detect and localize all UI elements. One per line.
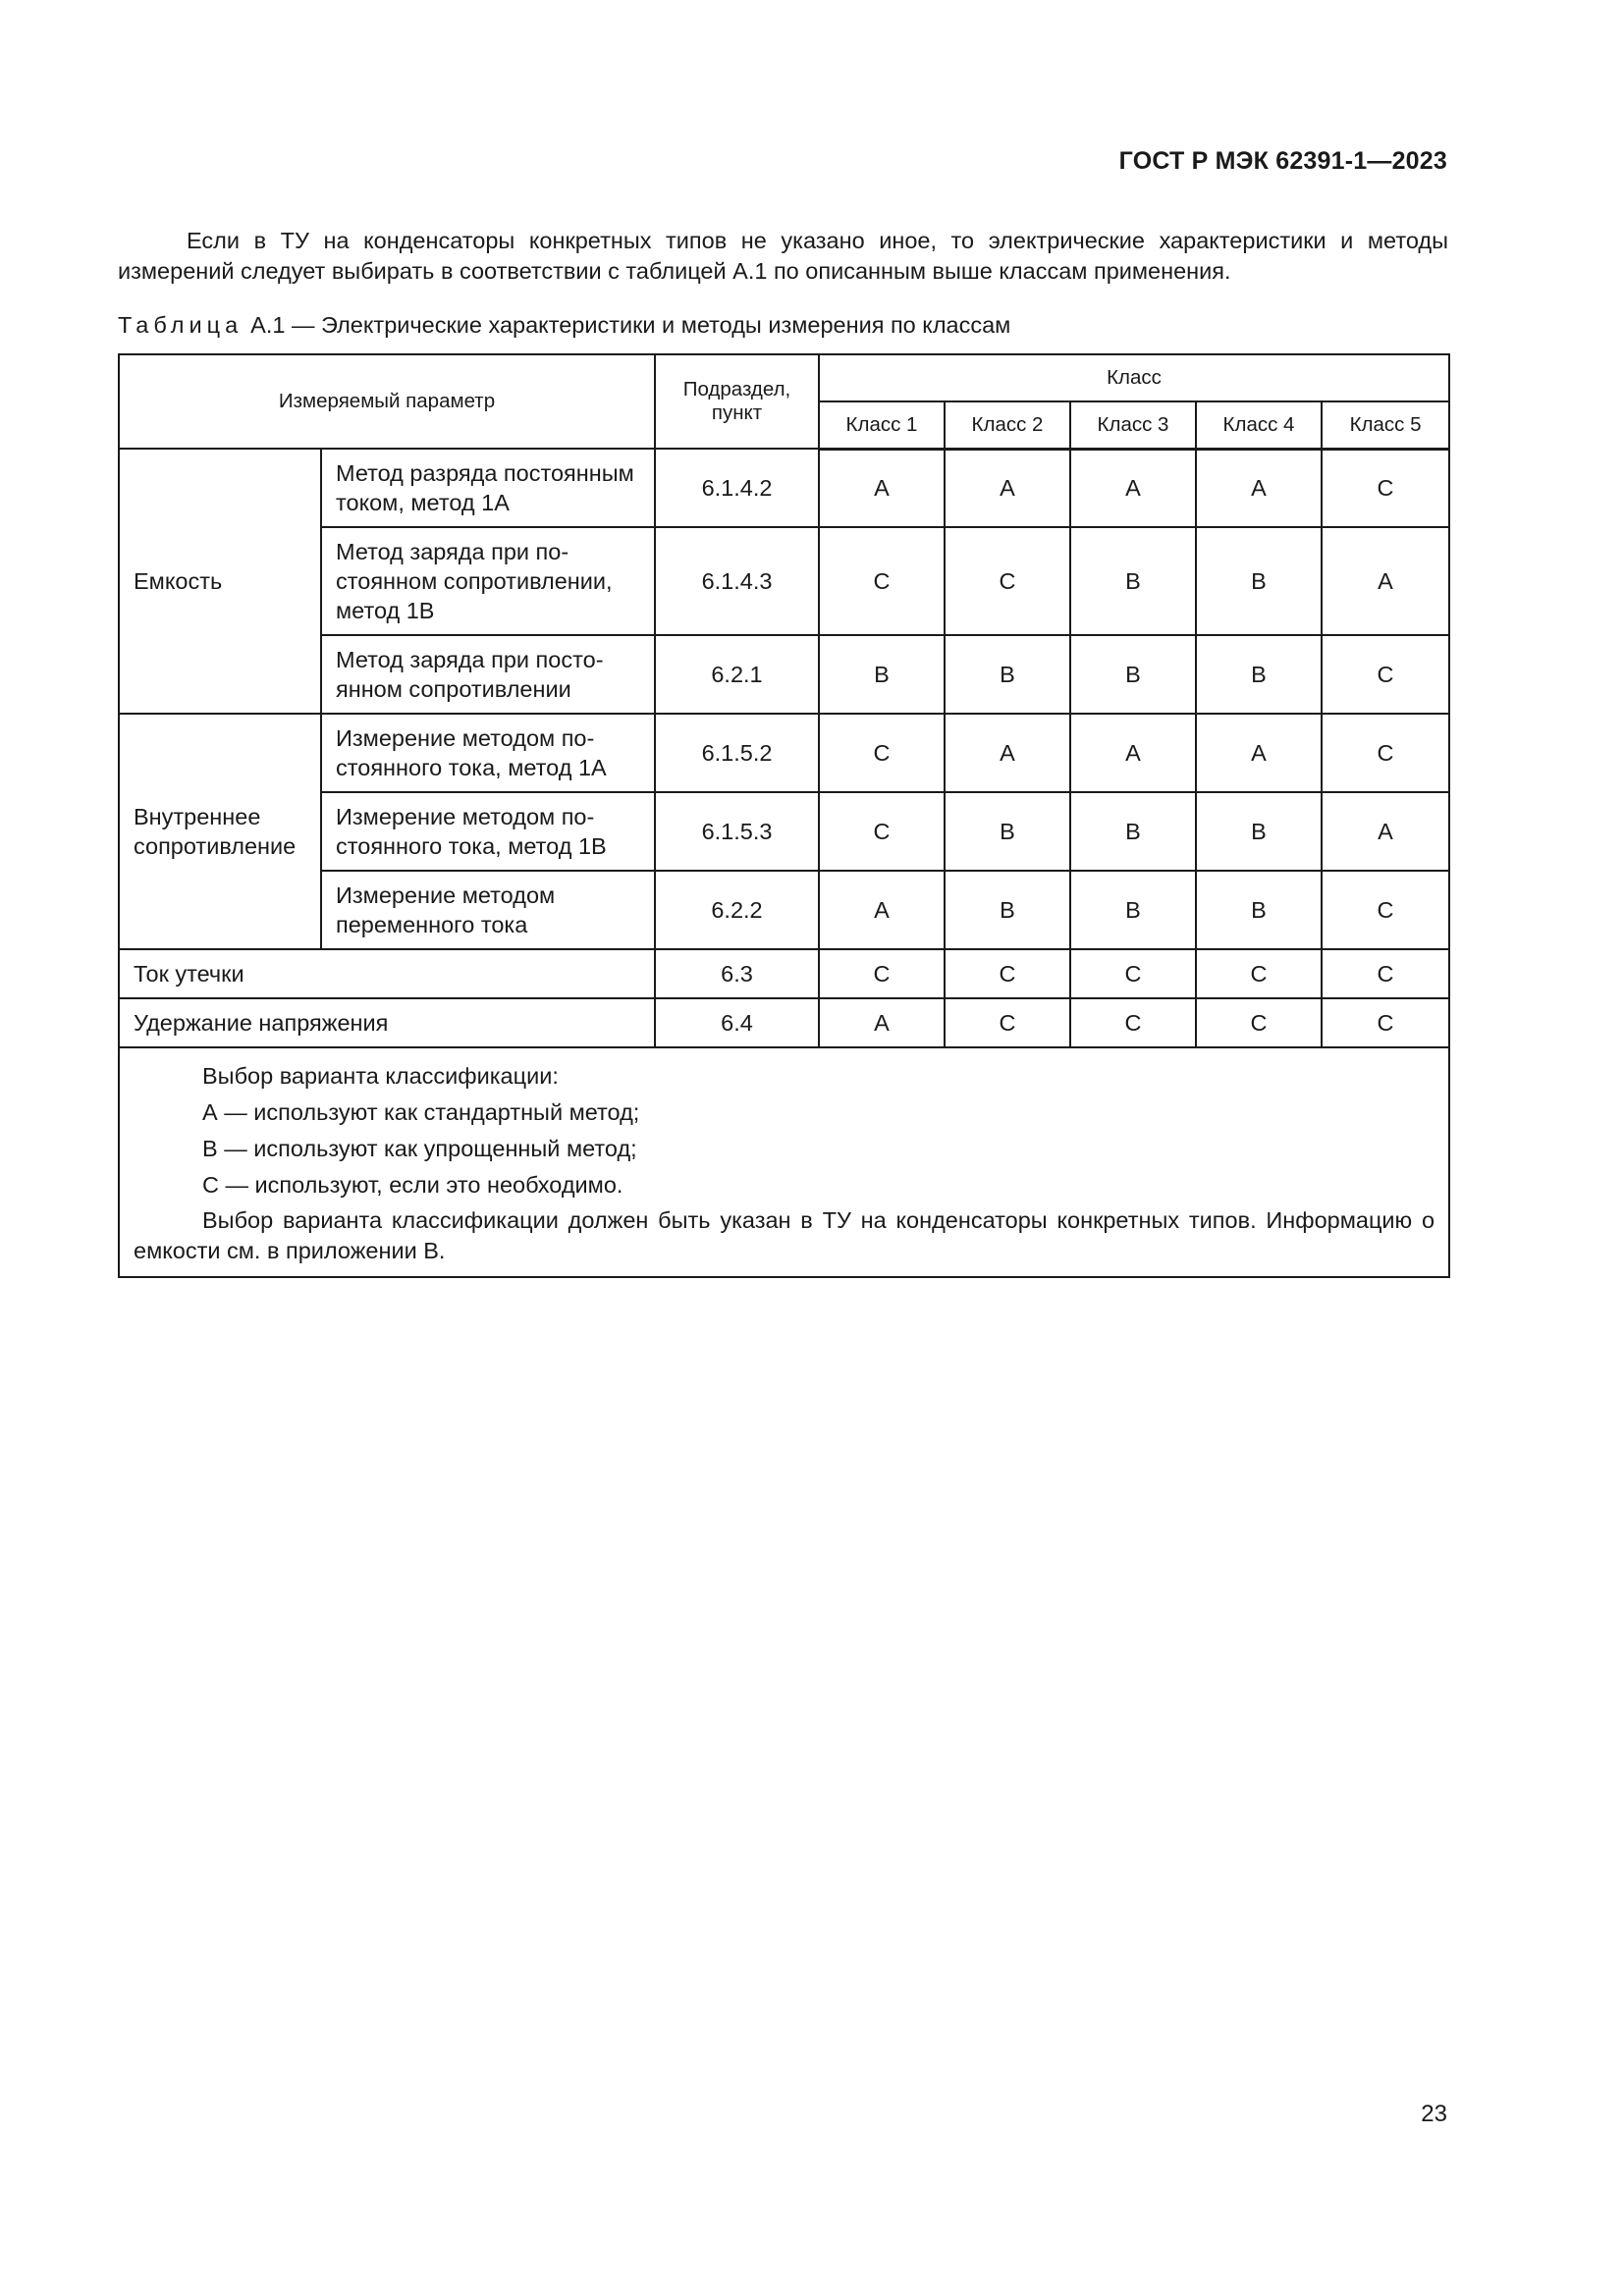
- header-class-4: Класс 4: [1196, 401, 1322, 449]
- clause-cell: 6.1.4.3: [655, 527, 819, 635]
- note-line: С — используют, если это необходимо.: [202, 1172, 623, 1198]
- method-cell: Измерение методом постоянного тока, метод 1В: [321, 792, 655, 871]
- class-value-cell: C: [1322, 449, 1449, 527]
- class-value-cell: B: [945, 792, 1070, 871]
- method-cell: Метод заряда при постоянном сопротивлении, метод 1В: [321, 527, 655, 635]
- class-value-cell: A: [819, 998, 945, 1047]
- class-value-cell: B: [1070, 635, 1196, 714]
- method-cell: Измерение методом постоянного тока, метод 1А: [321, 714, 655, 792]
- table-row: [119, 714, 1449, 792]
- class-value-cell: C: [819, 792, 945, 871]
- table-row: [119, 949, 1449, 998]
- clause-cell: 6.2.2: [655, 871, 819, 949]
- class-value-cell: A: [1196, 449, 1322, 527]
- class-value-cell: C: [819, 527, 945, 635]
- clause-cell: 6.4: [655, 998, 819, 1047]
- class-value-cell: A: [819, 449, 945, 527]
- page-number: 23: [1421, 2101, 1447, 2127]
- clause-cell: 6.1.5.2: [655, 714, 819, 792]
- clause-cell: 6.1.4.2: [655, 449, 819, 527]
- class-value-cell: C: [945, 527, 1070, 635]
- clause-cell: 6.1.5.3: [655, 792, 819, 871]
- class-value-cell: B: [1196, 871, 1322, 949]
- class-value-cell: A: [1070, 714, 1196, 792]
- notes-row: [119, 1047, 1449, 1277]
- class-value-cell: A: [945, 714, 1070, 792]
- class-value-cell: C: [1070, 949, 1196, 998]
- clause-cell: 6.2.1: [655, 635, 819, 714]
- class-value-cell: C: [1322, 714, 1449, 792]
- class-value-cell: B: [1196, 792, 1322, 871]
- class-value-cell: B: [945, 871, 1070, 949]
- table-row: [119, 449, 1449, 527]
- method-cell: Метод разряда постоянным током, метод 1А: [321, 449, 655, 527]
- header-class-2: Класс 2: [945, 401, 1070, 449]
- class-value-cell: A: [1196, 714, 1322, 792]
- class-value-cell: B: [1070, 527, 1196, 635]
- class-value-cell: B: [1070, 871, 1196, 949]
- class-value-cell: C: [1322, 949, 1449, 998]
- note-line: А — используют как стандартный метод;: [202, 1099, 640, 1125]
- classification-table: [118, 353, 1450, 1278]
- class-value-cell: C: [819, 714, 945, 792]
- param-voltage-retention: Удержание напряжения: [119, 998, 655, 1047]
- class-value-cell: B: [945, 635, 1070, 714]
- clause-cell: 6.3: [655, 949, 819, 998]
- param-leakage-current: Ток утечки: [119, 949, 655, 998]
- table-caption-text: А.1 — Электрические характеристики и методы измерения по классам: [250, 312, 1011, 338]
- group-name-capacitance: Емкость: [119, 449, 321, 714]
- document-code: ГОСТ Р МЭК 62391-1—2023: [1118, 147, 1447, 175]
- intro-paragraph: Если в ТУ на конденсаторы конкретных типов не указано иное, то электрические характеристики и методы измерений следует выбирать в соответствии с таблицей А.1 по описанным выше классам применения.: [118, 228, 1448, 284]
- table-notes: [119, 1047, 1449, 1277]
- note-line: В — используют как упрощенный метод;: [202, 1136, 637, 1161]
- header-class-5: Класс 5: [1322, 401, 1449, 449]
- method-cell: Метод заряда при постоянном сопротивлении: [321, 635, 655, 714]
- header-clause: Подраздел, пункт: [655, 354, 819, 449]
- class-value-cell: A: [819, 871, 945, 949]
- method-cell: Измерение методом переменного тока: [321, 871, 655, 949]
- class-value-cell: C: [1070, 998, 1196, 1047]
- table-caption: [118, 312, 1010, 339]
- class-value-cell: A: [1070, 449, 1196, 527]
- table-row: [119, 998, 1449, 1047]
- header-class-group: Класс: [819, 354, 1449, 401]
- header-class-3: Класс 3: [1070, 401, 1196, 449]
- class-value-cell: B: [1196, 635, 1322, 714]
- class-value-cell: C: [945, 998, 1070, 1047]
- class-value-cell: B: [1070, 792, 1196, 871]
- class-value-cell: A: [1322, 527, 1449, 635]
- header-param: Измеряемый параметр: [119, 354, 655, 449]
- class-value-cell: C: [1196, 949, 1322, 998]
- class-value-cell: C: [819, 949, 945, 998]
- header-class-1: Класс 1: [819, 401, 945, 449]
- class-value-cell: B: [819, 635, 945, 714]
- class-value-cell: C: [945, 949, 1070, 998]
- note-line: Выбор варианта классификации:: [202, 1063, 559, 1089]
- class-value-cell: B: [1196, 527, 1322, 635]
- class-value-cell: C: [1322, 635, 1449, 714]
- class-value-cell: C: [1322, 871, 1449, 949]
- group-name-internal-resistance: Внутреннее сопротивление: [119, 714, 321, 949]
- table-caption-word: Таблица: [118, 312, 244, 338]
- header-row-1: [119, 354, 1449, 401]
- class-value-cell: C: [1322, 998, 1449, 1047]
- note-line: Выбор варианта классификации должен быть указан в ТУ на конденсаторы конкретных типов. Информацию о емкости см. в приложении В.: [134, 1207, 1435, 1263]
- class-value-cell: A: [1322, 792, 1449, 871]
- class-value-cell: C: [1196, 998, 1322, 1047]
- class-value-cell: A: [945, 449, 1070, 527]
